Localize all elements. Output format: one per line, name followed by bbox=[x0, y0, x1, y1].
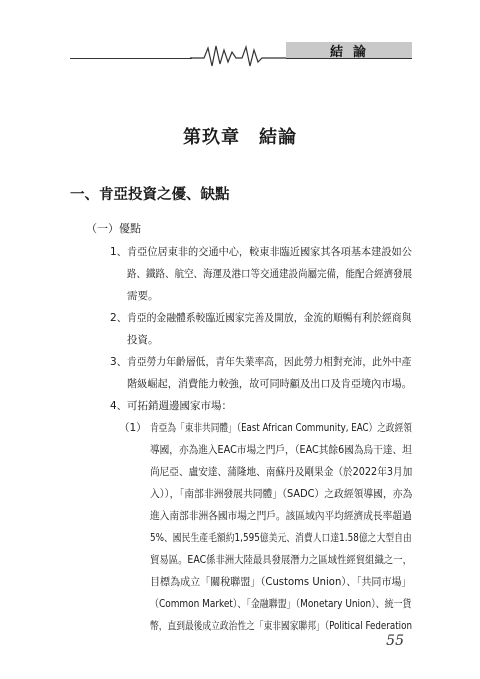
subitem-line: 進入南部非洲各國市場之門戶。該區域內平均經濟成長率超過 bbox=[150, 510, 412, 522]
item-line: 路、鐵路、航空、海運及港口等交通建設尚屬完備，能配合經濟發展 bbox=[127, 268, 413, 280]
section-title: 一、肯亞投資之優、缺點 bbox=[70, 186, 230, 203]
chapter-title: 第玖章 結論 bbox=[183, 127, 297, 148]
page-number: 55 bbox=[386, 633, 404, 649]
subitem-line: 貿易區。EAC係非洲大陸最具發展潛力之區域性經貿組織之一， bbox=[150, 554, 412, 566]
subitem-line: 幣，直到最後成立政治性之「東非國家聯邦」（Political Federation bbox=[150, 620, 412, 632]
subitem-line: 導國，亦為進入EAC市場之門戶，（EAC其餘6國為烏干達、坦 bbox=[150, 444, 412, 456]
subitem-line: 入）），「南部非洲發展共同體」（SADC）之政經領導國，亦為 bbox=[150, 488, 413, 500]
item-line: 肯亞位居東非的交通中心，較東非臨近國家其各項基本建設如公 bbox=[127, 246, 412, 258]
subitem-line: 尚尼亞、盧安達、蒲隆地、南蘇丹及剛果金（於2022年3月加 bbox=[150, 466, 413, 478]
subitem-line: 肯亞為「東非共同體」（East African Community, EAC）之政經領 bbox=[150, 422, 412, 434]
header-section-title: 結論 bbox=[330, 45, 377, 60]
item-line: 階級崛起，消費能力較強，故可同時顧及出口及肯亞境內市場。 bbox=[127, 378, 412, 390]
header-rule-left bbox=[70, 58, 192, 59]
item-number: 4、 bbox=[110, 400, 128, 412]
subitem-line: 目標為成立「關稅聯盟」（Customs Union）、「共同市場」 bbox=[150, 576, 412, 588]
heartbeat-wave-icon bbox=[190, 44, 286, 68]
item-number: 1、 bbox=[110, 246, 128, 258]
item-line: 需要。 bbox=[127, 290, 159, 302]
item-line: 可拓銷週邊國家市場： bbox=[127, 400, 232, 412]
item-number: 2、 bbox=[110, 312, 128, 324]
subsection-label: （一）優點 bbox=[86, 222, 141, 235]
subitem-line: 5%、國民生產毛額約1,595億美元、消費人口達1.58億之大型自由 bbox=[150, 532, 412, 544]
subitem-number: （1） bbox=[119, 422, 147, 434]
item-line: 投資。 bbox=[127, 334, 159, 346]
item-number: 3、 bbox=[110, 356, 128, 368]
running-header bbox=[0, 0, 480, 70]
subitem-line: （Common Market）、「金融聯盟」（Monetary Union）、統一貨 bbox=[150, 598, 412, 610]
item-line: 肯亞的金融體系較臨近國家完善及開放，金流的順暢有利於經商與 bbox=[127, 312, 412, 324]
item-line: 肯亞勞力年齡層低，青年失業率高，因此勞力相對充沛，此外中產 bbox=[127, 356, 412, 368]
